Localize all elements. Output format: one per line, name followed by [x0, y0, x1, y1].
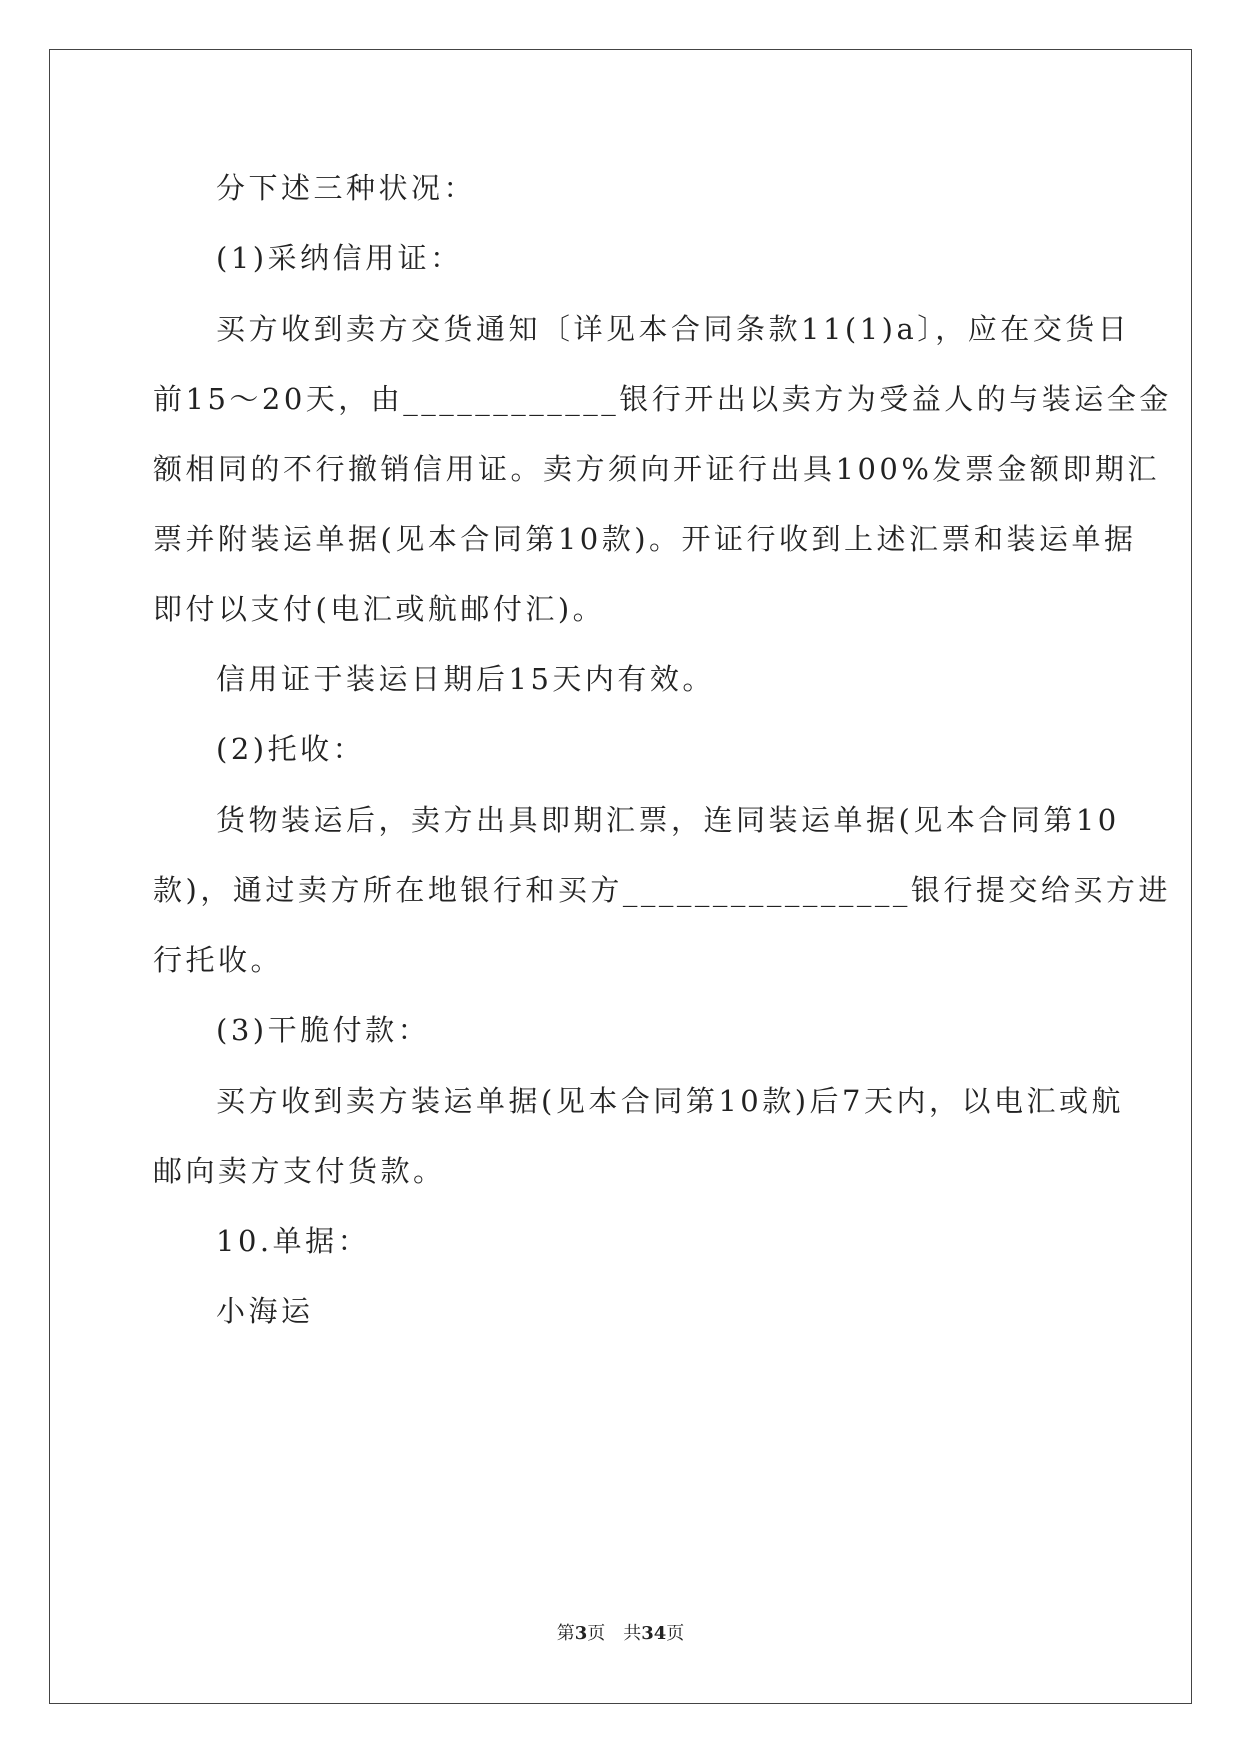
- text-line: (3)干脆付款：: [216, 1013, 431, 1047]
- page-suffix: 页: [587, 1623, 606, 1644]
- text-line: 小海运: [216, 1294, 314, 1328]
- text-line: 款)，通过卖方所在地银行和买方________________银行提交给买方进: [153, 873, 1171, 907]
- text-line: (1)采纳信用证：: [216, 241, 463, 275]
- text-line: 买方收到卖方交货通知〔详见本合同条款11(1)a〕，应在交货日: [216, 312, 1131, 346]
- text-line: 买方收到卖方装运单据(见本合同第10款)后7天内，以电汇或航: [216, 1084, 1124, 1118]
- text-line: 分下述三种状况：: [216, 171, 477, 205]
- page-footer: [0, 1619, 1241, 1645]
- text-line: 前15～20天，由____________银行开出以卖方为受益人的与装运全金: [153, 382, 1172, 416]
- text-line: (2)托收：: [216, 732, 366, 766]
- page-prefix: 第: [556, 1623, 575, 1644]
- text-line: 10.单据：: [216, 1224, 371, 1258]
- text-line: 行托收。: [153, 943, 284, 977]
- text-line: 票并附装运单据(见本合同第10款)。开证行收到上述汇票和装运单据: [153, 522, 1137, 556]
- text-line: 信用证于装运日期后15天内有效。: [216, 662, 715, 696]
- text-line: 货物装运后，卖方出具即期汇票，连同装运单据(见本合同第10: [216, 803, 1120, 837]
- total-pages: 34: [641, 1623, 667, 1644]
- total-suffix: 页: [666, 1623, 685, 1644]
- text-line: 邮向卖方支付货款。: [153, 1154, 446, 1188]
- text-line: 额相同的不行撤销信用证。卖方须向开证行出具100%发票金额即期汇: [153, 452, 1160, 486]
- text-line: 即付以支付(电汇或航邮付汇)。: [153, 592, 606, 626]
- total-prefix: 共: [623, 1623, 642, 1644]
- page-number: 3: [574, 1623, 588, 1644]
